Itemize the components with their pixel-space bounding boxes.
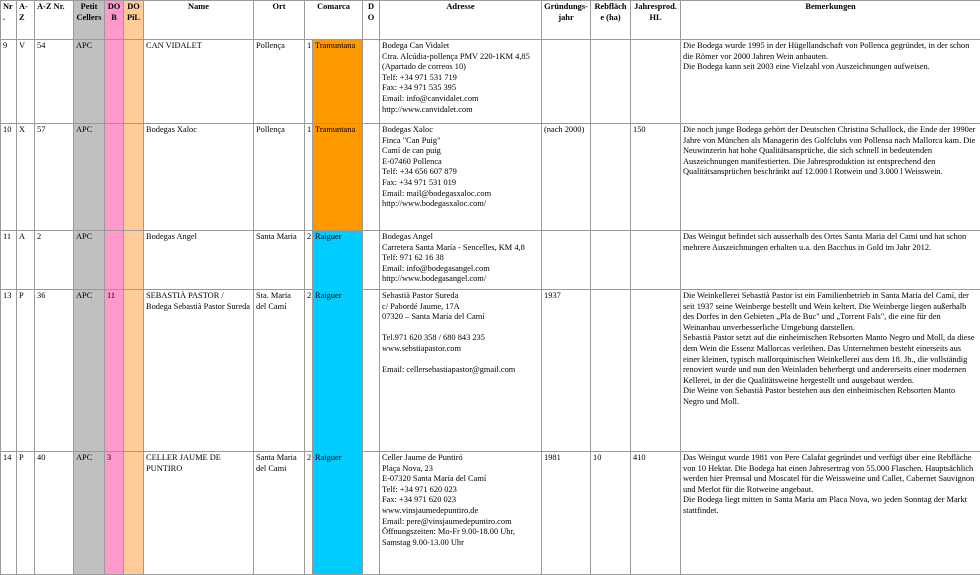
cell-az: A xyxy=(17,231,35,290)
cell-rebflaeche xyxy=(591,124,631,231)
cell-petit-cellers: APC xyxy=(74,124,105,231)
cell-az-nr: 57 xyxy=(35,124,74,231)
table-row xyxy=(1,40,980,124)
cell-jahresprod xyxy=(631,231,681,290)
cell-comarca: Tramuntana xyxy=(313,40,363,124)
cell-jahresprod xyxy=(631,290,681,452)
cell-adresse: Bodega Can Vidalet Ctra. Alcúdia-pollença PMV 220-1KM 4,85 (Apartado de correos 10) Telf: +34 971 531 719 Fax: +34 971 535 395 Email: info@canvidalet.com http://www.canvidalet.com xyxy=(380,40,542,124)
cell-do xyxy=(363,290,380,452)
cell-az-nr: 2 xyxy=(35,231,74,290)
cell-nr: 9 xyxy=(1,40,17,124)
cell-comarca-number: 1 xyxy=(305,40,313,124)
cell-comarca-number: 1 xyxy=(305,124,313,231)
cell-name: Bodegas Angel xyxy=(144,231,254,290)
cell-do xyxy=(363,124,380,231)
cell-ort: Santa Maria del Cami xyxy=(254,452,305,575)
cell-ort: Sta. Maria del Camí xyxy=(254,290,305,452)
header-do-pil: DO PiL xyxy=(124,1,144,40)
cell-adresse: Celler Jaume de Puntiró Plaça Nova, 23 E-07320 Santa María del Camí Telf: +34 971 620 023 Fax: +34 971 620 023 www.vinsjaumedepuntiro.de Email: pere@vinsjaumedepuntiro.com Öffnungszeiten: Mo-Fr 9.00-18.00 Uhr, Samstag 9.00-13.00 Uhr xyxy=(380,452,542,575)
table-row xyxy=(1,290,980,452)
header-rebflaeche: Rebfläche (ha) xyxy=(591,1,631,40)
cell-petit-cellers: APC xyxy=(74,231,105,290)
cell-az: P xyxy=(17,452,35,575)
cell-comarca: Tramuntana xyxy=(313,124,363,231)
cell-do xyxy=(363,452,380,575)
cell-comarca-number: 2 xyxy=(305,290,313,452)
cell-adresse: Sebastià Pastor Sureda c/ Pabordé Jaume, 17A 07320 – Santa María del Camí Tel.971 620 358 / 680 843 235 www.sebstiapastor.com Email: cellersebastiapastor@gmail.com xyxy=(380,290,542,452)
cell-nr: 11 xyxy=(1,231,17,290)
cell-do-b xyxy=(105,231,124,290)
cell-ort: Pollença xyxy=(254,124,305,231)
cell-az-nr: 36 xyxy=(35,290,74,452)
cell-nr: 10 xyxy=(1,124,17,231)
cell-ort: Santa Maria xyxy=(254,231,305,290)
cell-petit-cellers: APC xyxy=(74,290,105,452)
header-ort: Ort xyxy=(254,1,305,40)
cell-do-pil xyxy=(124,231,144,290)
cell-gruendungsjahr xyxy=(542,40,591,124)
table-row xyxy=(1,452,980,575)
cell-do-pil xyxy=(124,290,144,452)
cell-jahresprod xyxy=(631,40,681,124)
header-do: DO xyxy=(363,1,380,40)
cell-gruendungsjahr: 1937 xyxy=(542,290,591,452)
cell-do-pil xyxy=(124,124,144,231)
cell-adresse: Bodegas Xaloc Finca "Can Puig" Camí de can puig E-07460 Pollenca Telf: +34 656 607 879 Fax: +34 971 531 019 Email: mail@bodegasxaloc.com http://www.bodegasxaloc.com/ xyxy=(380,124,542,231)
header-row xyxy=(1,1,980,40)
cell-petit-cellers: APC xyxy=(74,452,105,575)
header-petit-cellers: Petit Cellers xyxy=(74,1,105,40)
cell-do-b: 11 xyxy=(105,290,124,452)
cell-name: Bodegas Xaloc xyxy=(144,124,254,231)
cell-do xyxy=(363,40,380,124)
cell-gruendungsjahr xyxy=(542,231,591,290)
cell-bemerkungen: Die noch junge Bodega gehört der Deutschen Christina Schallock, die Ende der 1990er Jahre von München als Managerin des Golfclubs von Pollensa nach Mallorca kam. Die Neuwinzerin hat hohe Qualitätsansprüche, die sich schnell in bedeutenden Auszeichnungen manifestierten. Die Jahresproduktion ist entsprechend den Qualitätsansprüchen beschränkt auf 12.000 l Rotwein und 3.000 l Weisswein. xyxy=(681,124,980,231)
header-az: A-Z xyxy=(17,1,35,40)
cell-comarca: Raiguer xyxy=(313,290,363,452)
cell-az: X xyxy=(17,124,35,231)
header-gruendungsjahr: Gründungs-jahr xyxy=(542,1,591,40)
cell-rebflaeche xyxy=(591,40,631,124)
cell-bemerkungen: Das Weingut wurde 1981 von Pere Calafat gegründet und verfügt über eine Rebfläche von 10 Hektar. Die Bodega hat einen Jahresertrag von 55.000 Flaschen. Hauptsächlich werden hier Premsal und Moscatel für die Weissweine und Callet, Cabernet Sauvignon und Merlot für die Rotweine angebaut. Die Bodega liegt mitten in Santa Maria am Placa Nova, wo jeden Sonntag der Markt stattfindet. xyxy=(681,452,980,575)
cell-jahresprod: 150 xyxy=(631,124,681,231)
header-do-b: DO B xyxy=(105,1,124,40)
cell-ort: Pollença xyxy=(254,40,305,124)
cell-name: CELLER JAUME DE PUNTIRO xyxy=(144,452,254,575)
cell-bemerkungen: Die Weinkellerei Sebastià Pastor ist ein Familienbetrieb in Santa Maria del Camí, der seit 1937 seine Weinberge bestellt und Wein keltert. Die Weinberge liegen außerhalb des Dorfes in den Gebieten „Pla de Buc" und „Torrent Fals", die eine für den Weinanbau unverbesserliche Umgebung darstellen. Sebastià Pastor setzt auf die einheimischen Rebsorten Manto Negro und Moll, da diese dem Wein die Essenz Mallorcas verleihen. Das Unternehmen besteht einerseits aus einer kleinen, typisch mallorquinischen Weinkellerei aus dem 18. Jh., die vollständig renoviert wurde und nun den Weinladen beherbergt und andererseits einer modernen Kellerei, in der die Qualitätsweine hergestellt und ausgebaut werden. Die Weine von Sebastià Pastor bestehen aus den einheimischen Rebsorten Manto Negro und Moll. xyxy=(681,290,980,452)
cell-comarca: Raiguer xyxy=(313,452,363,575)
cell-comarca: Raiguer xyxy=(313,231,363,290)
cell-nr: 14 xyxy=(1,452,17,575)
cell-name: SEBASTIÀ PASTOR / Bodega Sebastià Pastor Sureda xyxy=(144,290,254,452)
table-row xyxy=(1,124,980,231)
header-name: Name xyxy=(144,1,254,40)
cell-nr: 13 xyxy=(1,290,17,452)
header-az-nr: A-Z Nr. xyxy=(35,1,74,40)
table-row xyxy=(1,231,980,290)
cell-petit-cellers: APC xyxy=(74,40,105,124)
cell-rebflaeche: 10 xyxy=(591,452,631,575)
cell-bemerkungen: Das Weingut befindet sich ausserhalb des Ortes Santa Maria del Cami und hat schon mehrere Auszeichnungen erhalten u.a. den Bacchus in Gold im Jahr 2012. xyxy=(681,231,980,290)
cell-az: P xyxy=(17,290,35,452)
header-adresse: Adresse xyxy=(380,1,542,40)
cell-do xyxy=(363,231,380,290)
header-comarca: Comarca xyxy=(305,1,363,40)
cell-gruendungsjahr: (nach 2000) xyxy=(542,124,591,231)
cell-rebflaeche xyxy=(591,231,631,290)
header-jahresprod: Jahresprod. HL xyxy=(631,1,681,40)
cell-rebflaeche xyxy=(591,290,631,452)
cell-do-pil xyxy=(124,40,144,124)
cell-gruendungsjahr: 1981 xyxy=(542,452,591,575)
cell-comarca-number: 2 xyxy=(305,452,313,575)
cell-do-b xyxy=(105,124,124,231)
cell-az-nr: 40 xyxy=(35,452,74,575)
cell-az: V xyxy=(17,40,35,124)
cell-adresse: Bodegas Angel Carretera Santa María - Sencelles, KM 4,8 Telf: 971 62 16 38 Email: info@bodegasangel.com http://www.bodegasangel.com/ xyxy=(380,231,542,290)
header-nr: Nr. xyxy=(1,1,17,40)
cell-do-b xyxy=(105,40,124,124)
cell-name: CAN VIDALET xyxy=(144,40,254,124)
cell-comarca-number: 2 xyxy=(305,231,313,290)
cell-do-b: 3 xyxy=(105,452,124,575)
cell-az-nr: 54 xyxy=(35,40,74,124)
header-bemerkungen: Bemerkungen xyxy=(681,1,980,40)
cell-jahresprod: 410 xyxy=(631,452,681,575)
cell-do-pil xyxy=(124,452,144,575)
cell-bemerkungen: Die Bodega wurde 1995 in der Hügellandschaft von Pollenca gegründet, in der schon die Römer vor 2000 Jahren Wein anbauten. Die Bodega kann seit 2003 eine Vielzahl von Auszeichnungen aufweisen. xyxy=(681,40,980,124)
